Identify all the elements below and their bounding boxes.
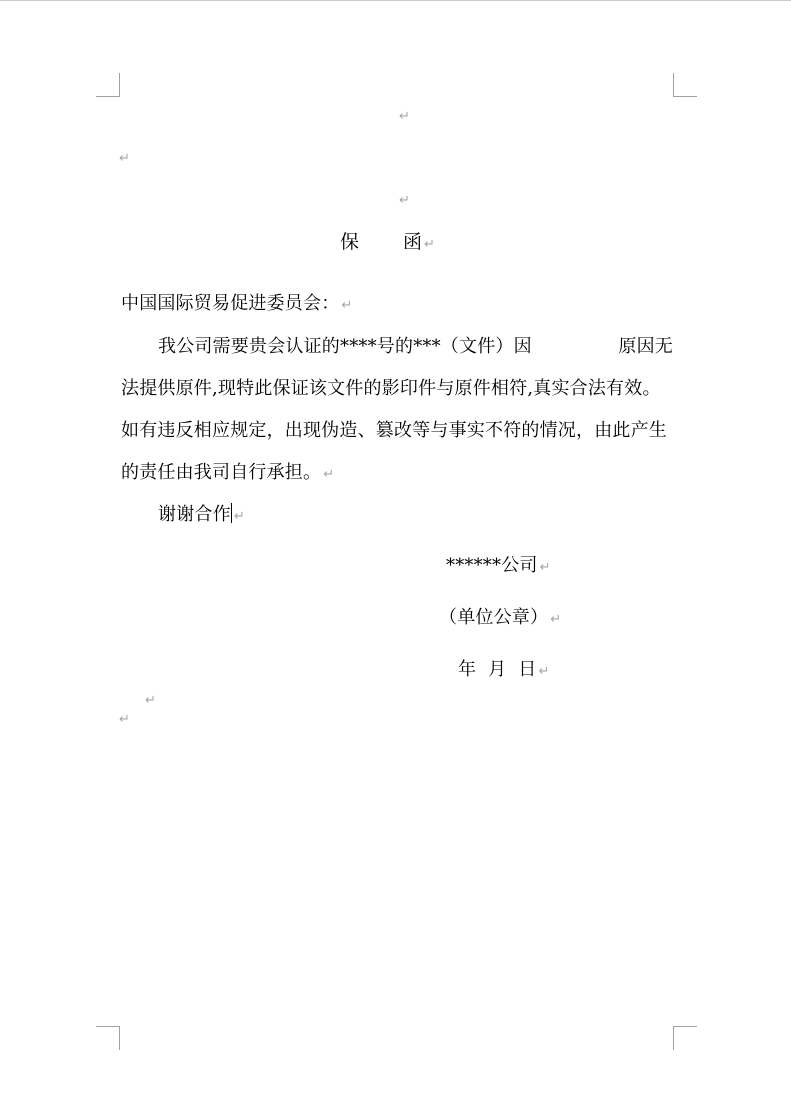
crop-mark-top-right <box>673 73 697 97</box>
crop-mark-top-left <box>96 73 120 97</box>
crop-mark-bottom-left <box>96 1026 120 1050</box>
body-line-2-text: 法提供原件,现特此保证该文件的影印件与原件相符,真实合法有效。 <box>121 378 661 399</box>
title-char-1: 保 <box>340 231 360 253</box>
paragraph-mark-icon: ↵ <box>145 693 156 708</box>
closing-text: 谢谢合作 <box>158 504 231 525</box>
addressee-text: 中国国际贸易促进委员会： <box>121 293 340 314</box>
text-cursor <box>231 503 232 523</box>
company-name: ******公司 <box>446 555 538 576</box>
body-line-4[interactable] <box>121 461 334 487</box>
body-line-1[interactable] <box>158 335 673 359</box>
date-line[interactable] <box>458 658 550 684</box>
body-line-1-part-a: 我公司需要贵会认证的****号的***（文件）因 <box>158 336 532 357</box>
body-line-3[interactable] <box>121 419 667 443</box>
seal-line[interactable] <box>439 606 561 632</box>
body-line-3-text: 如有违反相应规定，出现伪造、篡改等与事实不符的情况，由此产生 <box>121 420 667 441</box>
paragraph-mark-icon: ↵ <box>539 560 551 575</box>
body-line-4-text: 的责任由我司自行承担。 <box>121 462 322 483</box>
title-char-2: 函 <box>403 231 423 253</box>
addressee-line[interactable] <box>121 292 353 318</box>
paragraph-mark-icon: ↵ <box>399 193 410 208</box>
body-line-1-part-b: 原因无 <box>618 336 673 357</box>
company-line[interactable] <box>446 554 551 580</box>
paragraph-mark-icon: ↵ <box>119 712 130 727</box>
ruler-edge <box>0 0 791 1</box>
crop-mark-bottom-right <box>673 1026 697 1050</box>
closing-line[interactable] <box>158 503 245 529</box>
paragraph-mark-icon: ↵ <box>119 151 130 166</box>
seal-note: （单位公章） <box>439 607 549 628</box>
body-line-2[interactable] <box>121 377 661 401</box>
paragraph-mark-icon: ↵ <box>399 109 410 124</box>
document-title[interactable] <box>340 229 435 258</box>
paragraph-mark-icon: ↵ <box>323 467 335 482</box>
paragraph-mark-icon: ↵ <box>424 237 435 252</box>
paragraph-mark-icon: ↵ <box>233 509 245 524</box>
paragraph-mark-icon: ↵ <box>538 664 550 679</box>
paragraph-mark-icon: ↵ <box>341 298 353 313</box>
date-text: 年 月 日 <box>458 659 537 680</box>
paragraph-mark-icon: ↵ <box>550 612 562 627</box>
